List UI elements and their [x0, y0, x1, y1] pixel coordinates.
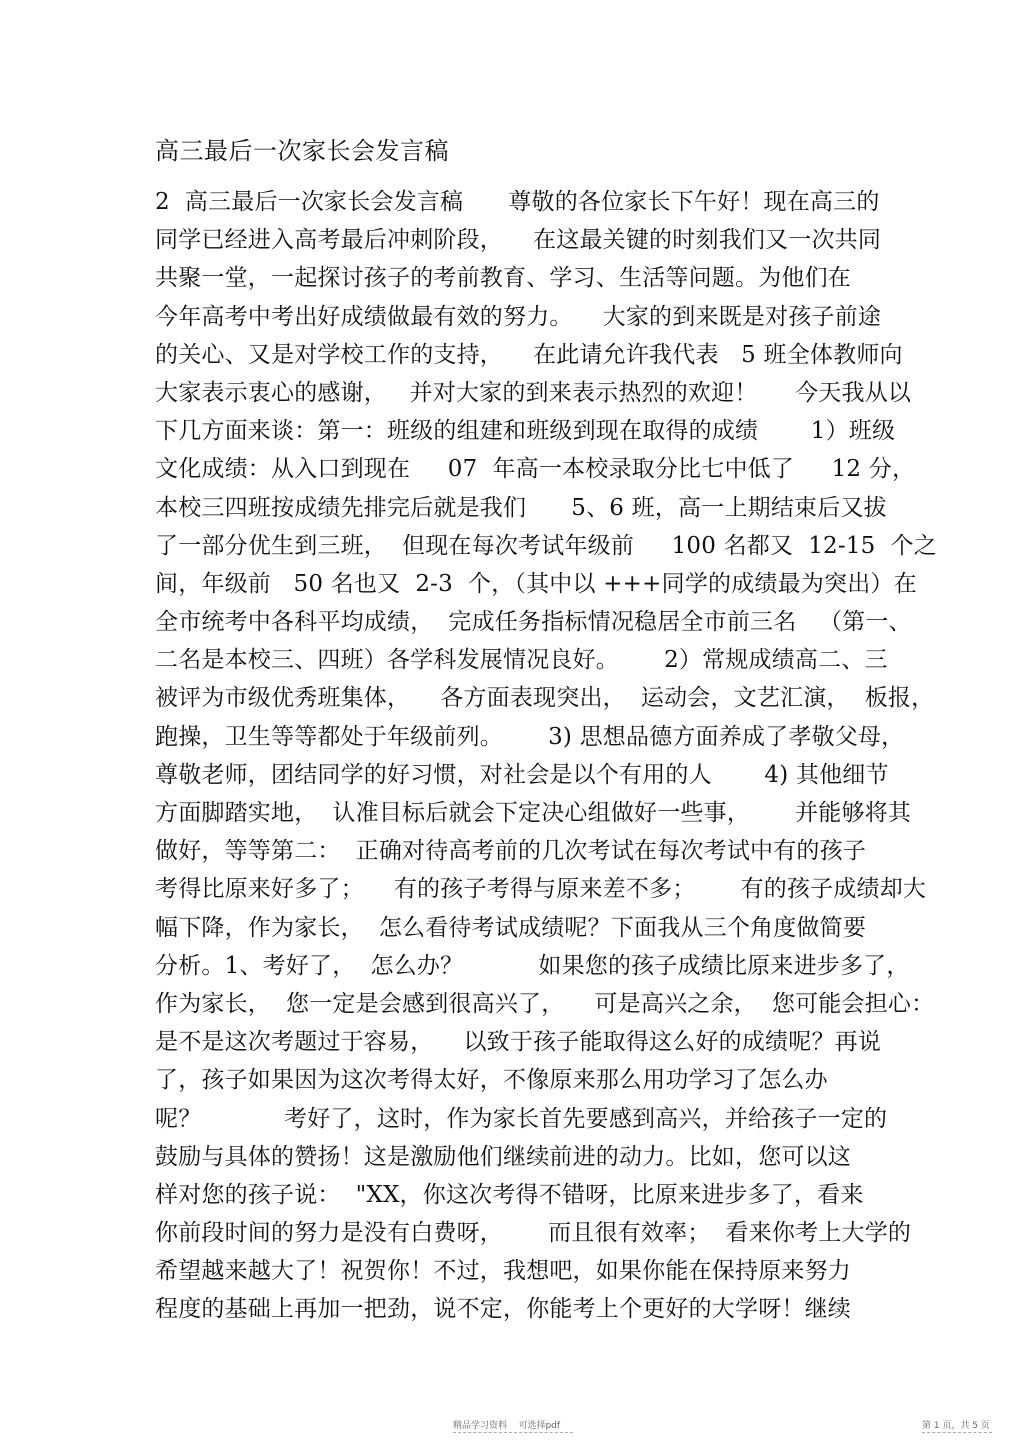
body-line: 跑操，卫生等等都处于年级前列。 3) 思想品德方面养成了孝敬父母，	[155, 723, 905, 750]
body-line: 鼓励与具体的赞扬！这是激励他们继续前进的动力。比如，您可以这	[155, 1143, 851, 1170]
body-line: 被评为市级优秀班集体， 各方面表现突出， 运动会，文艺汇演， 板报，	[155, 685, 935, 712]
body-line: 呢？ 考好了，这时，作为家长首先要感到高兴，并给孩子一定的	[155, 1105, 888, 1132]
body-line: 程度的基础上再加一把劲，说不定，你能考上个更好的大学呀！继续	[155, 1296, 851, 1323]
footer-source-label: 精品学习资料 可选择pdf	[453, 1421, 561, 1431]
body-line: 间，年级前 50 名也又 2-3 个，（其中以 +++同学的成绩最为突出）在	[155, 570, 917, 597]
body-line: 希望越来越大了！祝贺你！不过，我想吧，如果你能在保持原来努力	[155, 1258, 851, 1285]
body-line: 共聚一堂，一起探讨孩子的考前教育、学习、生活等问题。为他们在	[155, 265, 851, 292]
body-line: 的关心、又是对学校工作的支持， 在此请允许我代表 5 班全体教师向	[155, 341, 903, 368]
document-title: 高三最后一次家长会发言稿	[155, 137, 449, 165]
body-line: 做好，等等第二： 正确对待高考前的几次考试在每次考试中有的孩子	[155, 838, 867, 865]
body-line: 大家表示衷心的感谢， 并对大家的到来表示热烈的欢迎！ 今天我从以	[155, 379, 912, 406]
footer-page-number: 第 1 页，共 5 页	[922, 1421, 990, 1431]
body-line: 了一部分优生到三班， 但现在每次考试年级前 100 名都又 12-15 个之	[155, 532, 937, 559]
body-line: 考得比原来好多了； 有的孩子考得与原来差不多； 有的孩子成绩却大	[155, 876, 927, 903]
body-line: 了，孩子如果因为这次考得太好，不像原来那么用功学习了怎么办	[155, 1067, 828, 1094]
body-line: 2 高三最后一次家长会发言稿 尊敬的各位家长下午好！现在高三的	[155, 189, 880, 215]
body-line: 样对您的孩子说： "XX，你这次考得不错呀，比原来进步多了，看来	[155, 1181, 864, 1208]
body-line: 今年高考中考出好成绩做最有效的努力。 大家的到来既是对孩子前途	[155, 303, 882, 330]
body-line: 你前段时间的努力是没有白费呀， 而且很有效率； 看来你考上大学的	[155, 1220, 912, 1247]
body-line: 本校三四班按成绩先排完后就是我们 5、6 班，高一上期结束后又拔	[155, 494, 887, 521]
body-line: 全市统考中各科平均成绩， 完成任务指标情况稳居全市前三名 （第一、	[155, 609, 912, 636]
body-line: 下几方面来谈：第一：班级的组建和班级到现在取得的成绩 1）班级	[155, 418, 896, 445]
body-line: 同学已经进入高考最后冲刺阶段， 在这最关键的时刻我们又一次共同	[155, 227, 882, 254]
footer-divider-right	[922, 1432, 992, 1433]
body-line: 是不是这次考题过于容易， 以致于孩子能取得这么好的成绩呢？再说	[155, 1029, 882, 1056]
body-line: 作为家长， 您一定是会感到很高兴了， 可是高兴之余， 您可能会担心：	[155, 990, 935, 1017]
body-line: 尊敬老师，团结同学的好习惯，对社会是以个有用的人 4) 其他细节	[155, 761, 889, 788]
body-line: 文化成绩：从入口到现在 07 年高一本校录取分比七中低了 12 分，	[155, 456, 916, 483]
body-line: 二名是本校三、四班）各学科发展情况良好。 2）常规成绩高二、三	[155, 647, 888, 674]
body-line: 方面脚踏实地， 认准目标后就会下定决心组做好一些事， 并能够将其	[155, 800, 912, 826]
body-line: 幅下降，作为家长， 怎么看待考试成绩呢？下面我从三个角度做简要	[155, 914, 867, 941]
footer-divider	[453, 1432, 573, 1433]
document-body	[155, 183, 937, 1329]
body-line: 分析。1、考好了， 怎么办？ 如果您的孩子成绩比原来进步多了，	[155, 952, 910, 979]
